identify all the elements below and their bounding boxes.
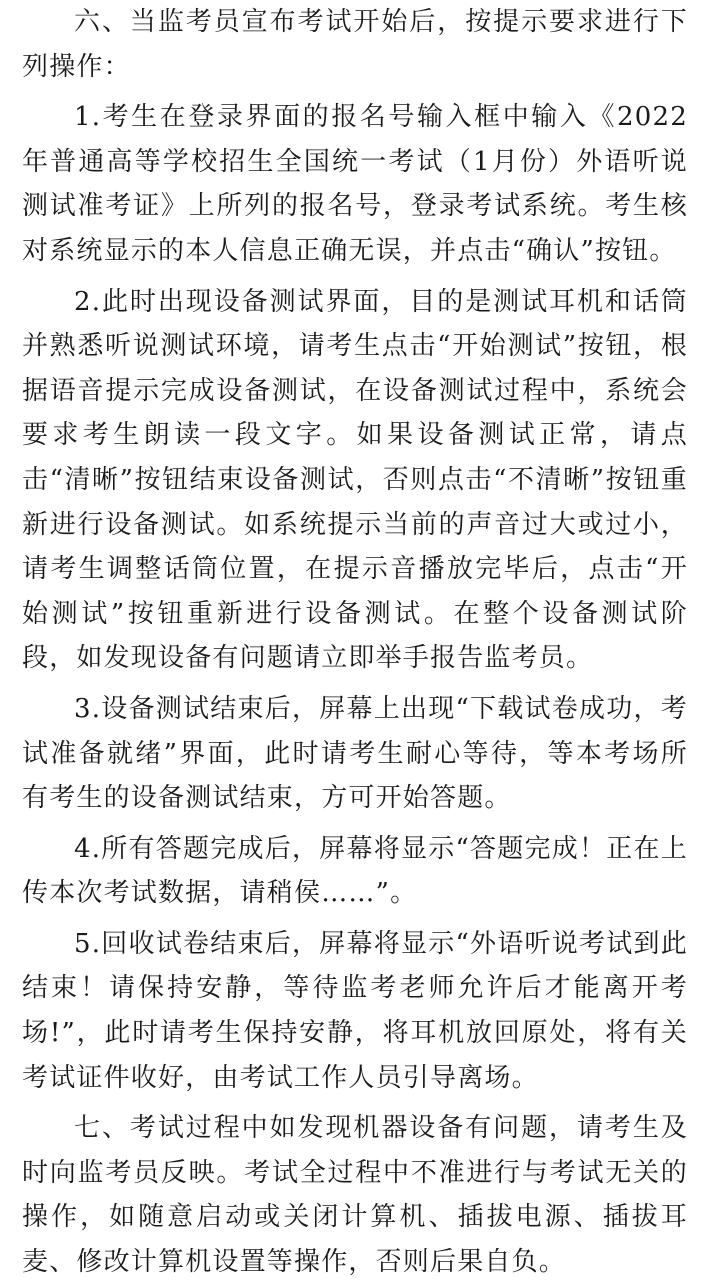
paragraph-section-six: 六、当监考员宣布考试开始后，按提示要求进行下列操作： <box>22 7 688 82</box>
paragraph-section-seven: 七、考试过程中如发现机器设备有问题，请考生及时向监考员反映。考试全过程中不准进行与考试无关的操作，如随意启动或关闭计算机、插拔电源、插拔耳麦、修改计算机设置等操作，否则后果自负。 <box>22 1113 688 1278</box>
paragraph-step-5: 5.回收试卷结束后，屏幕将显示“外语听说考试到此结束！请保持安静，等待监考老师允许后才能离开考场!”，此时请考生保持安静，将耳机放回原处，将有关考试证件收好，由考试工作人员引导离场。 <box>22 928 688 1093</box>
paragraph-step-1: 1.考生在登录界面的报名号输入框中输入《2022年普通高等学校招生全国统一考试（1月份）外语听说测试准考证》上所列的报名号，登录考试系统。考生核对系统显示的本人信息正确无误，并点击“确认”按钮。 <box>22 102 688 266</box>
paragraph-step-4: 4.所有答题完成后，屏幕将显示“答题完成！正在上传本次考试数据，请稍侯……”。 <box>22 833 688 909</box>
document-body <box>22 0 688 1285</box>
paragraph-step-2: 2.此时出现设备测试界面，目的是测试耳机和话筒并熟悉听说测试环境，请考生点击“开始测试”按钮，根据语音提示完成设备测试，在设备测试过程中，系统会要求考生朗读一段文字。如果设备测试正常，请点击“清晰”按钮结束设备测试，否则点击“不清晰”按钮重新进行设备测试。如系统提示当前的声音过大或过小，请考生调整话筒位置，在提示音播放完毕后，点击“开始测试”按钮重新进行设备测试。在整个设备测试阶段，如发现设备有问题请立即举手报告监考员。 <box>22 286 688 674</box>
paragraph-step-3: 3.设备测试结束后，屏幕上出现“下载试卷成功，考试准备就绪”界面，此时请考生耐心等待，等本考场所有考生的设备测试结束，方可开始答题。 <box>22 693 688 814</box>
